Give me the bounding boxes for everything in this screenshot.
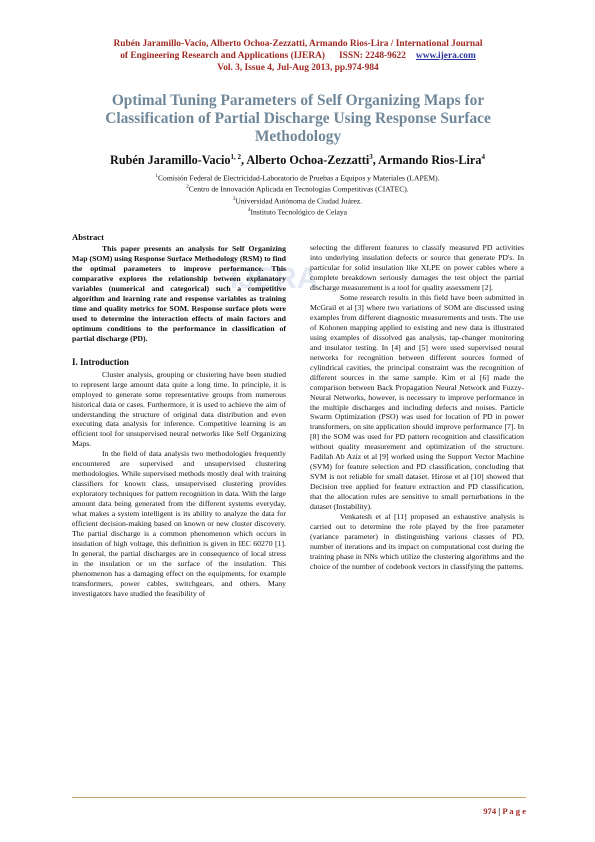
affiliation — [60, 195, 535, 206]
author-sup: 4 — [481, 153, 485, 161]
affiliation-text: Centro de Innovación Aplicada en Tecnologías Competitivas (CIATEC). — [188, 184, 409, 194]
page-footer — [72, 797, 526, 816]
affiliation — [60, 183, 535, 194]
paragraph: Some research results in this field have been submitted in McGrail et al [3] where two variations of SOM are discussed using examples from different diagnostic measurements and tests. The use of Kohonen mapping applied to existing and new data is illustrated using examples of dissolved gas analysis, tap-changer monitoring and insulator testing. In [4] and [5] were used supervised neural networks for recognition between different sources formed of cylindrical cavities, the principal constraint was the recognition of different sources in the same sample. Kim et al [6] made the comparison between Back Propagation Neural Network and Fuzzy-Neural Networks, however, is necessary to improve performance in the multiple discharges and including defects and noises. Particle Swarm Optimization (PSO) was used for location of PD in power transformers, on site application should improve performance [7]. In [8] the SOM was used for PD pattern recognition and classification without quality measurement and optimization of the structure. Fadilah Ab Aziz et al [9] worked using the Support Vector Machine (SVM) for feature selection and PD classification, concluding that SVM is not reliable for small dataset. Hirose et al [10] showed that Decision tree applied for feature extraction and PD classification, that the allocation rules are sensitive to small perturbations in the dataset (Instability). — [310, 292, 524, 512]
page-separator: | — [498, 806, 501, 816]
paper-title: Optimal Tuning Parameters of Self Organizing Maps for Classification of Partial Discharge Using Response Surface Methodology — [105, 92, 491, 145]
author-sup: 3 — [369, 153, 373, 161]
journal-header-line1: Rubén Jaramillo-Vacio, Alberto Ochoa-Zezzatti, Armando Rios-Lira / International Journal — [113, 39, 483, 49]
journal-header-line2 — [58, 50, 538, 62]
author-list: Rubén Jaramillo-Vacio$^{1, 2}$, Alberto Ochoa-Zezzatti$^3$, Armando Rios-Lira$^4$ — [110, 153, 485, 168]
watermark-logo: IJERA — [230, 262, 319, 295]
affiliation-sup: 4 — [247, 208, 251, 214]
journal-link[interactable]: www.ijera.com — [415, 51, 476, 61]
paragraph: Cluster analysis, grouping or clustering have been studied to represent large amount data quite a long time. In principle, it is employed to generate some representative groups from numerous historical data or cases. Furthermore, it is used to achieve the aim of understanding the structure of original data distribution and even executing data analysis for inference. Competitive learning is an efficient tool for unsupervised neural networks like Self Organizing Maps. — [72, 369, 286, 449]
paragraph: Venkatesh et al [11] proposed an exhaustive analysis is carried out to determine the role played by the free parameter (variance parameter) in distinguishing various classes of PD, number of iterations and its impact on computational cost during the training phase in NNs which utilize the clustering algorithms and the choice of the number of codebook vectors in classifying the patterns. — [310, 512, 524, 571]
affiliation-text: Universidad Autónoma de Ciudad Juárez. — [235, 196, 363, 206]
paragraph: selecting the different features to classify measured PD activities into underlying insulation defects or source that generate PD's. In particular for solid insulation like XLPE on power cables where a complete breakdown seriously damages the test object the partial discharge measurement is a tool for quality assessment [2]. — [310, 243, 524, 292]
paragraph: In the field of data analysis two methodologies frequently encountered are supervised and unsupervised clustering methodologies. While supervised methods mostly deal with training classifiers for known class, unsupervised clustering provides exploratory techniques for pattern recognition in data. With the large amount data being generated from the different systems everyday, what makes a system intelligent is its ability to analyze the data for efficient decision-making based on known or new cluster discovery. The partial discharge is a common phenomenon which occurs in insulation of high voltage, this definition is given in IEC 60270 [1]. In general, the partial discharges are in consequence of local stress in the insulation or on the surface of the insulation. This phenomenon has a damaging effect on the equipments, for example transformers, power cables, switchgears, and others. Many investigators have studied the feasibility of — [72, 449, 286, 598]
affiliation — [60, 172, 535, 183]
page-number: 974 — [483, 806, 497, 816]
affiliation-text: Instituto Tecnológico de Celaya — [250, 207, 348, 217]
author-name: Alberto Ochoa-Zezzatti — [246, 153, 370, 168]
journal-volume: Vol. 3, Issue 4, Jul-Aug 2013, pp.974-984 — [217, 63, 379, 73]
affiliation-sup: 2 — [186, 185, 189, 191]
affiliations — [60, 172, 535, 218]
author-name: Armando Rios-Lira — [378, 153, 482, 168]
left-column — [72, 233, 286, 599]
affiliation-sup: 1 — [155, 174, 158, 179]
abstract-text: This paper presents an analysis for Self Organizing Map (SOM) using Response Surface Methodology (RSM) to find the optimal parameters to improve performance. This comparative explores the relationship between explanatory variables (numerical and categorical) such a competitive algorithm and learning rate and response variables as training time and quality metrics for SOM. Response surface plots were used to determine the interaction effects of main factors and optimum conditions to the performance in classification of partial discharge (PD). — [72, 243, 286, 343]
page-label: P a g e — [502, 806, 526, 816]
affiliation-sup: 3 — [232, 196, 236, 202]
abstract-heading: Abstract — [72, 232, 104, 242]
journal-header — [58, 38, 538, 74]
issn: ISSN: 2248-9622 — [338, 51, 406, 61]
affiliation-text: Comisión Federal de Electricidad-Laboratorio de Pruebas a Equipos y Materiales (LAPEM). — [157, 173, 440, 183]
affiliation — [60, 206, 535, 217]
author-sup: 1, 2 — [230, 153, 241, 161]
journal-name: of Engineering Research and Applications (IJERA) — [120, 51, 325, 61]
right-column — [310, 243, 524, 572]
author-name: Rubén Jaramillo-Vacio — [110, 153, 231, 168]
section-heading-introduction: I. Introduction — [72, 356, 129, 367]
